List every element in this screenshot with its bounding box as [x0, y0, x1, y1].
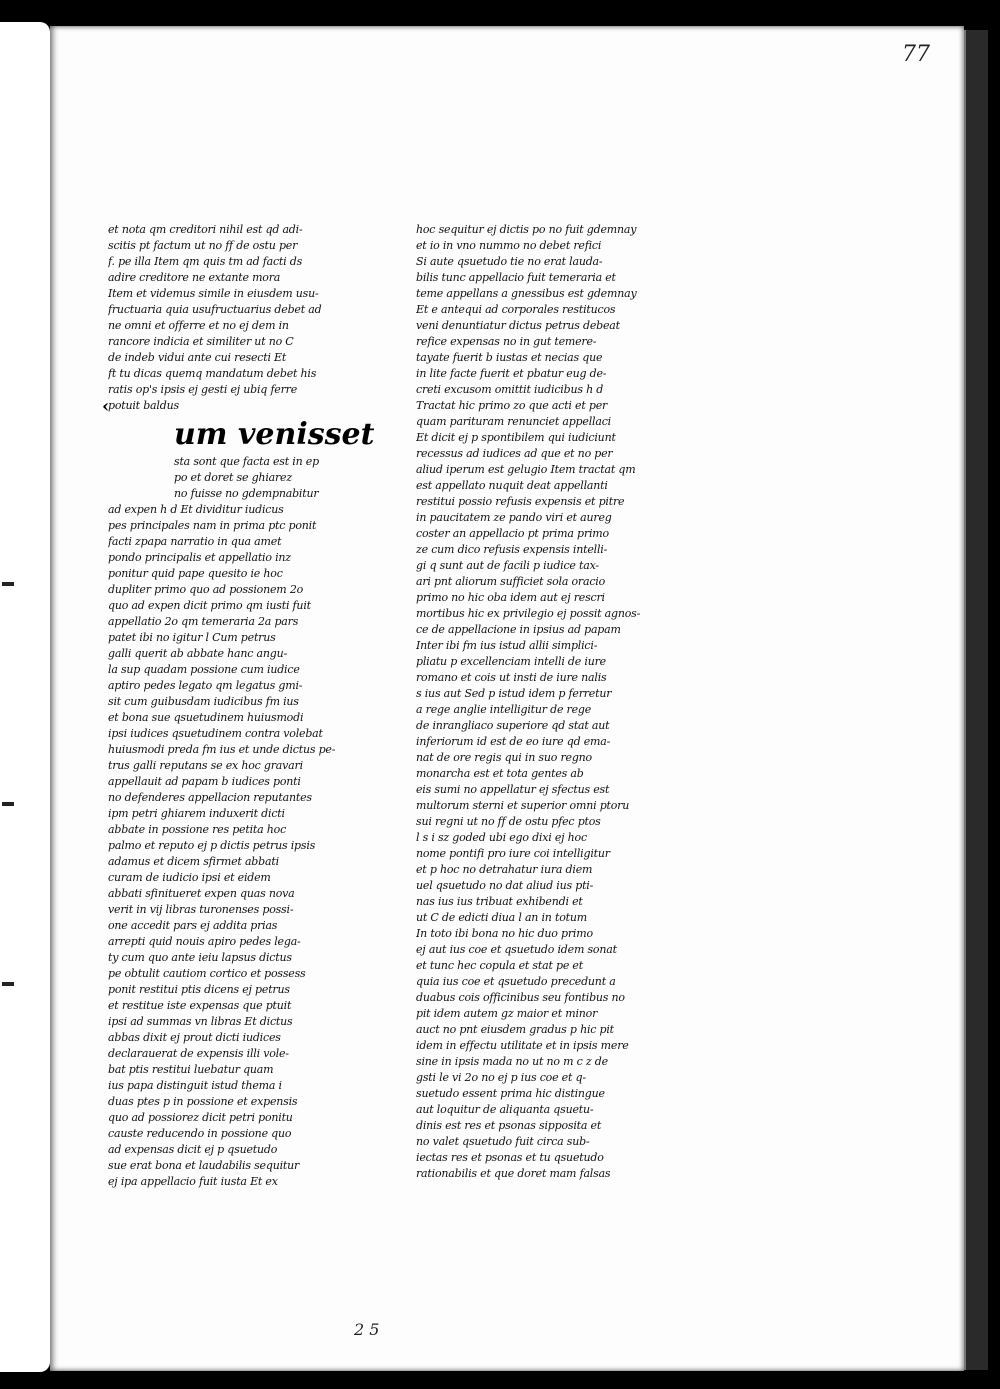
right-column-body	[416, 222, 652, 1182]
text-line: teme appellans a gnessibus est gdemnay	[416, 287, 637, 300]
text-line: Inter ibi fm ius istud allii simplici-	[416, 639, 598, 652]
book-fore-edge	[964, 30, 988, 1370]
text-line: one accedit pars ej addita prias	[108, 919, 278, 932]
text-line: In toto ibi bona no hic duo primo	[416, 927, 593, 940]
text-line: l s i sz goded ubi ego dixi ej hoc	[416, 831, 587, 844]
text-line: restitui possio refusis expensis et pitre	[416, 495, 625, 508]
text-line: eis sumi no appellatur ej sfectus est	[416, 783, 610, 796]
text-line: suetudo essent prima hic distingue	[416, 1087, 605, 1100]
text-line: sui regni ut no ff de ostu pfec ptos	[416, 815, 601, 828]
text-line: ratis op's ipsis ej gesti ej ubiq ferre	[108, 383, 298, 396]
text-line: est appellato nuquit deat appellanti	[416, 479, 608, 492]
text-line: Si aute qsuetudo tie no erat lauda-	[416, 255, 603, 268]
text-line: gi q sunt aut de facili p iudice tax-	[416, 559, 599, 572]
text-line: ty cum quo ante ieiu lapsus dictus	[108, 951, 292, 964]
text-line: ipsi iudices qsuetudinem contra volebat	[108, 727, 323, 740]
text-line: rancore indicia et similiter ut no C	[108, 335, 294, 348]
text-line: Item et videmus simile in eiusdem usu-	[108, 287, 319, 300]
text-line: aptiro pedes legato qm legatus gmi-	[108, 679, 303, 692]
left-column-top	[108, 222, 338, 414]
left-text-column	[108, 222, 375, 1190]
text-line: s ius aut Sed p istud idem p ferretur	[416, 687, 612, 700]
text-line: romano et cois ut insti de iure nalis	[416, 671, 607, 684]
text-line: abbas dixit ej prout dicti iudices	[108, 1031, 281, 1044]
text-line: abbate in possione res petita hoc	[108, 823, 287, 836]
text-line: nat de ore regis qui in suo regno	[416, 751, 592, 764]
text-line: pes principales nam in prima ptc ponit	[108, 519, 317, 532]
text-line: duabus cois officinibus seu fontibus no	[416, 991, 625, 1004]
text-line: appellauit ad papam b iudices ponti	[108, 775, 301, 788]
text-line: pit idem autem gz maior et minor	[416, 1007, 598, 1020]
facing-page-edge	[0, 22, 50, 1372]
text-line: sue erat bona et laudabilis sequitur	[108, 1159, 300, 1172]
text-line: huiusmodi preda fm ius et unde dictus pe-	[108, 743, 336, 756]
text-line: quo ad possiorez dicit petri ponitu	[108, 1111, 293, 1124]
folio-number: 77	[902, 42, 930, 67]
right-text-column	[416, 222, 652, 1182]
text-line: pe obtulit cautiom cortico et possess	[108, 967, 306, 980]
left-column-body	[108, 502, 338, 1190]
text-line: declarauerat de expensis illi vole-	[108, 1047, 289, 1060]
text-line: de indeb vidui ante cui resecti Et	[108, 351, 287, 364]
text-line: aliud iperum est gelugio Item tractat qm	[416, 463, 636, 476]
text-line: pondo principalis et appellatio inz	[108, 551, 291, 564]
text-line: abbati sfinitueret expen quas nova	[108, 887, 295, 900]
text-line: hoc sequitur ej dictis po no fuit gdemnay	[416, 223, 637, 236]
text-line: Tractat hic primo zo que acti et per	[416, 399, 608, 412]
text-line: iectas res et psonas et tu qsuetudo	[416, 1151, 604, 1164]
text-line: ari pnt aliorum sufficiet sola oracio	[416, 575, 606, 588]
text-line: trus galli reputans se ex hoc gravari	[108, 759, 303, 772]
text-line: scitis pt factum ut no ff de ostu per	[108, 239, 298, 252]
text-line: no valet qsuetudo fuit circa sub-	[416, 1135, 590, 1148]
text-line: nome pontifi pro iure coi intelligitur	[416, 847, 610, 860]
gathering-signature: 2 5	[354, 1320, 380, 1339]
text-line: adire creditore ne extante mora	[108, 271, 281, 284]
text-line: ponitur quid pape quesito ie hoc	[108, 567, 283, 580]
text-line: inferiorum id est de eo iure qd ema-	[416, 735, 611, 748]
text-line: adamus et dicem sfirmet abbati	[108, 855, 279, 868]
text-line: dinis est res et psonas sipposita et	[416, 1119, 602, 1132]
text-line: et p hoc no detrahatur iura diem	[416, 863, 593, 876]
text-line: po et doret se ghiarez	[174, 471, 292, 484]
text-line: sta sont que facta est in ep	[174, 455, 319, 468]
text-line: facti zpapa narratio in qua amet	[108, 535, 282, 548]
text-line: gsti le vi 2o no ej p ius coe et q-	[416, 1071, 586, 1084]
text-line: monarcha est et tota gentes ab	[416, 767, 584, 780]
text-line: patet ibi no igitur l Cum petrus	[108, 631, 276, 644]
text-line: mortibus hic ex privilegio ej possit agnos-	[416, 607, 641, 620]
text-line: ze cum dico refusis expensis intelli-	[416, 543, 608, 556]
text-line: potuit baldus	[108, 399, 179, 412]
text-line: ad expen h d Et dividitur iudicus	[108, 503, 284, 516]
text-line: ej ipa appellacio fuit iusta Et ex	[108, 1175, 278, 1188]
text-line: ej aut ius coe et qsuetudo idem sonat	[416, 943, 617, 956]
text-line: quam parituram renunciet appellaci	[416, 415, 611, 428]
text-line: et restitue iste expensas que ptuit	[108, 999, 292, 1012]
text-line: auct no pnt eiusdem gradus p hic pit	[416, 1023, 614, 1036]
text-line: bilis tunc appellacio fuit temeraria et	[416, 271, 616, 284]
text-line: no defenderes appellacion reputantes	[108, 791, 312, 804]
text-line: ut C de edicti diua l an in totum	[416, 911, 587, 924]
text-line: uel qsuetudo no dat aliud ius pti-	[416, 879, 594, 892]
text-line: sine in ipsis mada no ut no m c z de	[416, 1055, 608, 1068]
text-line: Et e antequi ad corporales restitucos	[416, 303, 616, 316]
text-line: fructuaria quia usufructuarius debet ad	[108, 303, 322, 316]
text-line: quia ius coe et qsuetudo precedunt a	[416, 975, 616, 988]
text-line: la sup quadam possione cum iudice	[108, 663, 300, 676]
text-line: pliatu p excellenciam intelli de iure	[416, 655, 606, 668]
text-line: dupliter primo quo ad possionem 2o	[108, 583, 304, 596]
paragraph-mark-icon: ‹	[102, 396, 110, 417]
text-line: no fuisse no gdempnabitur	[174, 487, 319, 500]
text-line: ft tu dicas quemq mandatum debet his	[108, 367, 317, 380]
text-line: appellatio 2o qm temeraria 2a pars	[108, 615, 299, 628]
text-line: ne omni et offerre et no ej dem in	[108, 319, 289, 332]
text-line: verit in vij libras turonenses possi-	[108, 903, 294, 916]
text-line: f. pe illa Item qm quis tm ad facti ds	[108, 255, 303, 268]
facing-page-mark	[2, 582, 14, 586]
text-line: palmo et reputo ej p dictis petrus ipsis	[108, 839, 316, 852]
text-line: aut loquitur de aliquanta qsuetu-	[416, 1103, 594, 1116]
text-line: nas ius ius tribuat exhibendi et	[416, 895, 583, 908]
facing-page-mark	[2, 982, 14, 986]
text-line: ipsi ad summas vn libras Et dictus	[108, 1015, 293, 1028]
text-line: in paucitatem ze pando viri et aureg	[416, 511, 612, 524]
text-line: creti excusom omittit iudicibus h d	[416, 383, 604, 396]
text-line: idem in effectu utilitate et in ipsis mere	[416, 1039, 629, 1052]
text-line: et bona sue qsuetudinem huiusmodi	[108, 711, 304, 724]
text-line: de inrangliaco superiore qd stat aut	[416, 719, 610, 732]
text-line: duas ptes p in possione et expensis	[108, 1095, 298, 1108]
text-line: tayate fuerit b iustas et necias que	[416, 351, 603, 364]
text-line: primo no hic oba idem aut ej rescri	[416, 591, 605, 604]
text-line: veni denuntiatur dictus petrus debeat	[416, 319, 620, 332]
text-line: galli querit ab abbate hanc angu-	[108, 647, 287, 660]
facing-page-mark	[2, 802, 14, 806]
text-line: coster an appellacio pt prima primo	[416, 527, 609, 540]
text-line: refice expensas no in gut temere-	[416, 335, 597, 348]
text-line: ius papa distinguit istud thema i	[108, 1079, 282, 1092]
text-line: recessus ad iudices ad que et no per	[416, 447, 613, 460]
text-line: in lite facte fuerit et pbatur eug de-	[416, 367, 607, 380]
text-line: ad expensas dicit ej p qsuetudo	[108, 1143, 278, 1156]
text-line: curam de iudicio ipsi et eidem	[108, 871, 271, 884]
text-line: quo ad expen dicit primo qm iusti fuit	[108, 599, 311, 612]
left-column-indented	[108, 454, 338, 502]
text-line: et io in vno nummo no debet refici	[416, 239, 602, 252]
text-line: rationabilis et que doret mam falsas	[416, 1167, 611, 1180]
text-line: sit cum guibusdam iudicibus fm ius	[108, 695, 299, 708]
text-line: ipm petri ghiarem induxerit dicti	[108, 807, 285, 820]
text-line: Et dicit ej p spontibilem qui iudiciunt	[416, 431, 616, 444]
text-line: bat ptis restitui luebatur quam	[108, 1063, 274, 1076]
initial-heading: um venisset	[174, 417, 375, 452]
text-line: et tunc hec copula et stat pe et	[416, 959, 583, 972]
text-line: et nota qm creditori nihil est qd adi-	[108, 223, 303, 236]
text-line: multorum sterni et superior omni ptoru	[416, 799, 630, 812]
text-line: ce de appellacione in ipsius ad papam	[416, 623, 621, 636]
text-line: ponit restitui ptis dicens ej petrus	[108, 983, 290, 996]
text-line: arrepti quid nouis apiro pedes lega-	[108, 935, 301, 948]
text-line: causte reducendo in possione quo	[108, 1127, 292, 1140]
text-line: a rege anglie intelligitur de rege	[416, 703, 592, 716]
